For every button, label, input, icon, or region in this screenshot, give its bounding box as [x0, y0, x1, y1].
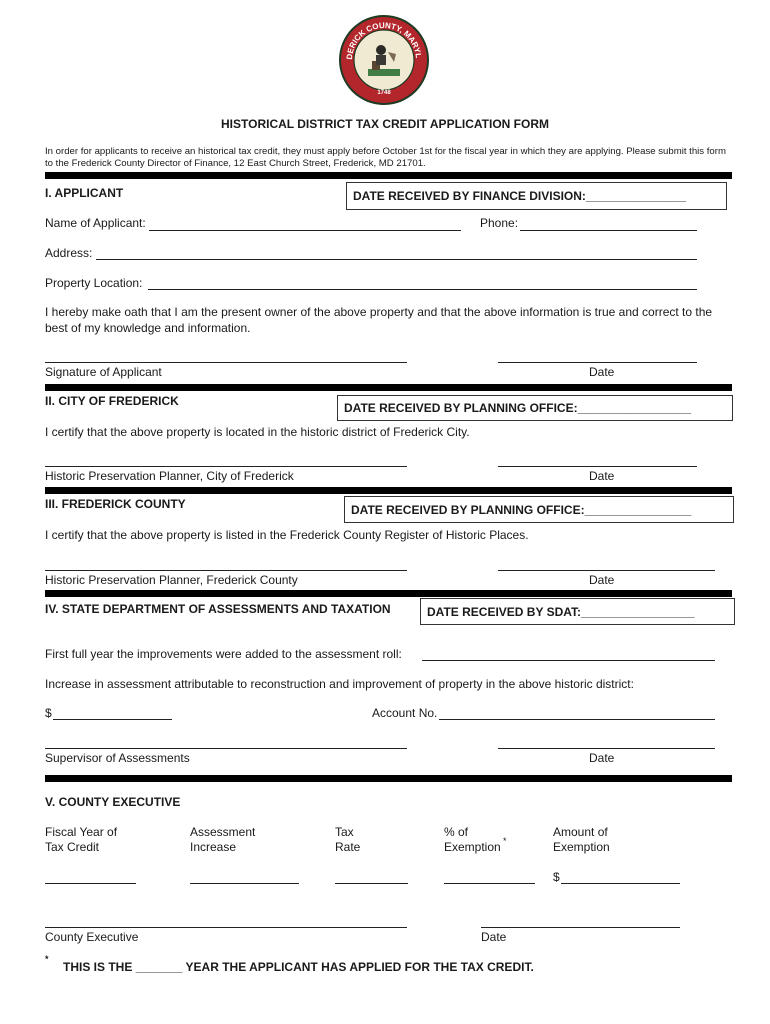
county-executive-date-label: Date [481, 930, 507, 944]
section3-heading: III. FREDERICK COUNTY [45, 497, 186, 511]
section-divider [45, 590, 732, 597]
form-title: HISTORICAL DISTRICT TAX CREDIT APPLICATION FORM [221, 117, 549, 131]
percent-exemption-field[interactable] [444, 883, 535, 884]
city-certification-text: I certify that the above property is located in the historic district of Frederick City. [45, 425, 470, 439]
applicant-name-label: Name of Applicant: [45, 216, 146, 230]
column-header-line: Assessment [190, 825, 256, 839]
seal-graphic [338, 14, 430, 106]
column-amount-exemption [553, 825, 610, 855]
tax-rate-field[interactable] [335, 883, 408, 884]
exemption-dollar-sign: $ [553, 870, 560, 884]
section-divider [45, 487, 732, 494]
column-header-line: Tax [335, 825, 354, 839]
address-label: Address: [45, 246, 93, 260]
county-date-label: Date [589, 573, 615, 587]
section-divider [45, 384, 732, 391]
footnote-before: THIS IS THE [63, 960, 133, 974]
applicant-date-field[interactable] [498, 362, 697, 363]
county-seal-logo [338, 14, 430, 106]
column-tax-rate [335, 825, 360, 855]
property-location-label: Property Location: [45, 276, 143, 290]
column-header-line: Tax Credit [45, 840, 100, 854]
column-header-line: Rate [335, 840, 361, 854]
column-header-line: Amount of [553, 825, 608, 839]
assessment-amount-field[interactable] [53, 719, 172, 720]
first-full-year-label: First full year the improvements were added to the assessment roll: [45, 647, 402, 661]
section2-heading: II. CITY OF FREDERICK [45, 394, 179, 408]
column-header-line: Exemption [444, 840, 501, 854]
city-planner-signature-field[interactable] [45, 466, 407, 467]
applicant-name-field[interactable] [149, 230, 461, 231]
phone-field[interactable] [520, 230, 697, 231]
footnote-text [63, 960, 534, 974]
column-assessment-increase [190, 825, 255, 855]
county-executive-signature-field[interactable] [45, 927, 407, 928]
county-executive-label: County Executive [45, 930, 139, 944]
supervisor-date-field[interactable] [498, 748, 715, 749]
section5-heading: V. COUNTY EXECUTIVE [45, 795, 181, 809]
seal-text: DERICK COUNTY, MARYL [344, 20, 423, 60]
city-date-label: Date [589, 469, 615, 483]
account-number-field[interactable] [439, 719, 715, 720]
fiscal-year-field[interactable] [45, 883, 136, 884]
applicant-signature-label: Signature of Applicant [45, 365, 162, 379]
column-header-line: Fiscal Year of [45, 825, 118, 839]
section4-heading: IV. STATE DEPARTMENT OF ASSESSMENTS AND TAXATION [45, 602, 391, 616]
section-divider [45, 172, 732, 179]
sdat-date-received-box: DATE RECEIVED BY SDAT:_________________ [420, 598, 735, 625]
account-number-label: Account No. [372, 706, 438, 720]
section-divider [45, 775, 732, 782]
seal-year: 1748 [377, 90, 391, 96]
column-header-line: % of [444, 825, 469, 839]
footnote-marker: * [45, 954, 49, 964]
county-certification-text: I certify that the above property is listed in the Frederick County Register of Historic Places. [45, 528, 529, 542]
exemption-asterisk: * [503, 836, 507, 846]
footnote-blank[interactable]: _______ [135, 960, 183, 974]
form-instructions: In order for applicants to receive an historical tax credit, they must apply before October 1st for the fiscal year in which they are applying. Please submit this form to the Frederick County Director of Finance, 12 East Church Street, Frederick, MD 21701. [45, 146, 726, 169]
supervisor-date-label: Date [589, 751, 615, 765]
oath-statement: I hereby make oath that I am the present owner of the above property and that the above information is true and correct to the best of my knowledge and information. [45, 305, 713, 335]
column-fiscal-year [45, 825, 117, 855]
applicant-date-label: Date [589, 365, 615, 379]
section1-heading: I. APPLICANT [45, 186, 124, 200]
column-header-line: Increase [190, 840, 237, 854]
county-date-field[interactable] [498, 570, 715, 571]
planning-office-date-box-county: DATE RECEIVED BY PLANNING OFFICE:________________ [344, 496, 734, 523]
planning-office-date-box-city: DATE RECEIVED BY PLANNING OFFICE:_________________ [337, 395, 733, 421]
county-planner-label: Historic Preservation Planner, Frederick County [45, 573, 298, 587]
supervisor-signature-field[interactable] [45, 748, 407, 749]
finance-date-received-box: DATE RECEIVED BY FINANCE DIVISION:_______________ [346, 182, 727, 210]
applicant-signature-field[interactable] [45, 362, 407, 363]
exemption-amount-field[interactable] [561, 883, 680, 884]
city-date-field[interactable] [498, 466, 697, 467]
column-header-line: Exemption [553, 840, 610, 854]
assessment-increase-label: Increase in assessment attributable to reconstruction and improvement of property in the above historic district: [45, 677, 634, 691]
address-field[interactable] [96, 259, 697, 260]
assessment-increase-field[interactable] [190, 883, 299, 884]
footnote-after: YEAR THE APPLICANT HAS APPLIED FOR THE TAX CREDIT. [185, 960, 534, 974]
county-executive-date-field[interactable] [481, 927, 680, 928]
property-location-field[interactable] [148, 289, 697, 290]
column-percent-exemption [444, 825, 501, 855]
city-planner-label: Historic Preservation Planner, City of Frederick [45, 469, 294, 483]
phone-label: Phone: [480, 216, 519, 230]
county-planner-signature-field[interactable] [45, 570, 407, 571]
dollar-sign: $ [45, 706, 52, 720]
first-full-year-field[interactable] [422, 660, 715, 661]
supervisor-label: Supervisor of Assessments [45, 751, 190, 765]
